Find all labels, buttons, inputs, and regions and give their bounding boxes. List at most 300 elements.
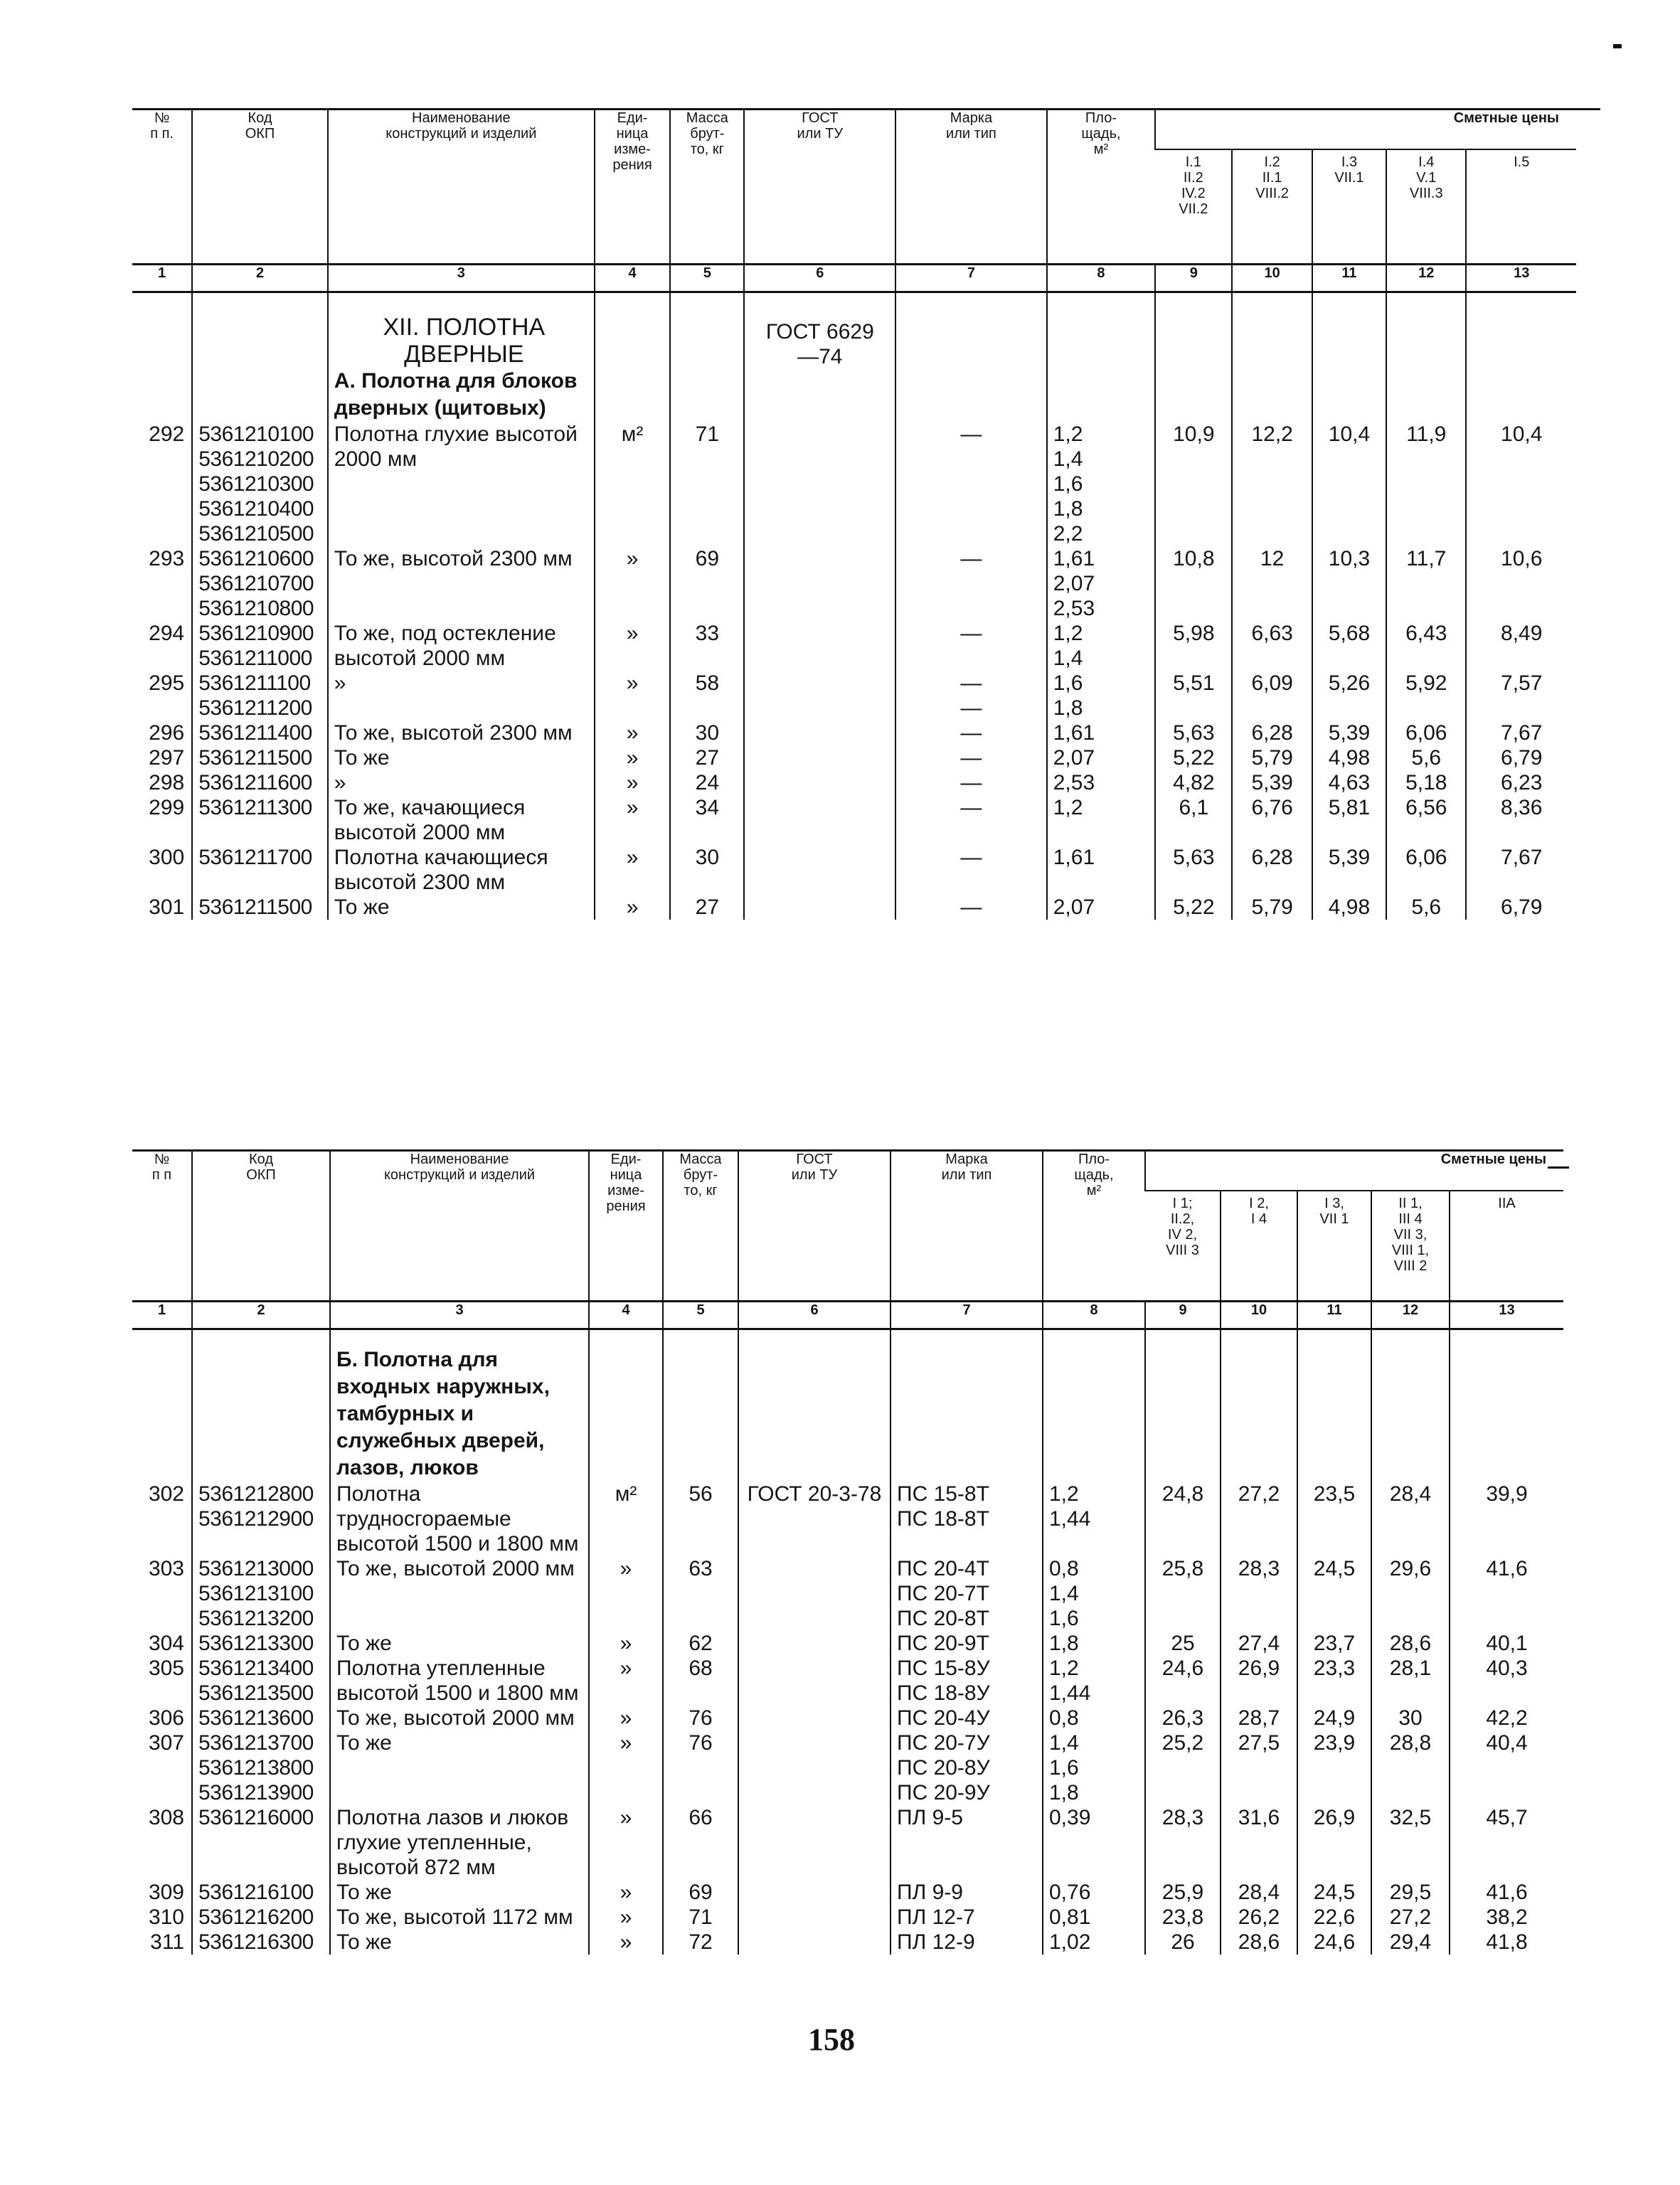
row-number: 297 [149, 745, 185, 770]
price: 32,5 [1371, 1805, 1450, 1880]
price: 4,82 [1155, 770, 1232, 795]
area [1047, 795, 1155, 845]
column-number: 10 [1232, 265, 1312, 292]
okp-code-line: 5361210100 [198, 422, 314, 446]
okp-code [192, 422, 328, 546]
price: 30 [1371, 1706, 1450, 1731]
okp-code-line: 5361213300 [198, 1631, 314, 1655]
column-number: 3 [328, 265, 595, 292]
mass: 56 [663, 1482, 738, 1556]
okp-code [192, 745, 328, 770]
okp-code-line: 5361211500 [198, 895, 312, 919]
okp-code [192, 1482, 330, 1556]
okp-code-line: 5361210500 [198, 521, 314, 546]
price: 8,49 [1466, 621, 1576, 671]
price: 23,7 [1297, 1631, 1371, 1656]
area-line: 1,61 [1053, 845, 1095, 869]
section-title: XII. ПОЛОТНА ДВЕРНЫЕ [383, 313, 546, 368]
price: 28,3 [1145, 1805, 1221, 1880]
mass: 27 [670, 745, 744, 770]
table-row [132, 1731, 1563, 1805]
table-row [132, 1706, 1563, 1731]
row-number: 305 [148, 1656, 184, 1680]
mark-line: ПЛ 9-9 [897, 1880, 963, 1904]
price: 5,92 [1386, 671, 1466, 721]
okp-code [192, 845, 328, 895]
header-price-col: I.1 II.2 IV.2 VII.2 [1179, 154, 1208, 217]
table-row [132, 1482, 1563, 1556]
area [1047, 745, 1155, 770]
row-number: 304 [148, 1631, 184, 1655]
price: 28,8 [1371, 1731, 1450, 1805]
okp-code [192, 770, 328, 795]
column-number: 9 [1155, 265, 1232, 292]
price: 10,3 [1312, 546, 1386, 621]
price: 25,2 [1145, 1731, 1221, 1805]
price: 24,9 [1297, 1706, 1371, 1731]
price: 12 [1232, 546, 1312, 621]
okp-code-line: 5361213600 [198, 1706, 314, 1730]
mass: 71 [670, 422, 744, 546]
mass: 27 [670, 895, 744, 920]
mass: 62 [663, 1631, 738, 1656]
okp-code-line: 5361213800 [198, 1755, 314, 1780]
area-line: 0,39 [1049, 1805, 1091, 1829]
unit: » [595, 845, 670, 895]
mark-line: ПС 20-7Т [897, 1581, 989, 1605]
mass: 69 [663, 1880, 738, 1905]
okp-code-line: 5361213100 [198, 1581, 314, 1605]
price: 5,6 [1386, 895, 1466, 920]
unit: » [595, 895, 670, 920]
price: 28,6 [1371, 1631, 1450, 1656]
header-unit: Еди- ница изме- рения [595, 110, 670, 265]
mark: — [895, 845, 1047, 895]
table-row [132, 895, 1576, 920]
mark-line: ПС 18-8Т [897, 1506, 989, 1531]
column-number: 8 [1043, 1302, 1145, 1329]
row-number: 311 [150, 1930, 184, 1954]
price: 6,63 [1232, 621, 1312, 671]
price: 41,6 [1450, 1556, 1563, 1631]
area [1047, 422, 1155, 546]
price: 10,4 [1312, 422, 1386, 546]
mass: 58 [670, 671, 744, 721]
table-row [132, 671, 1576, 721]
row-number: 307 [148, 1731, 184, 1755]
okp-code-line: 5361213400 [198, 1656, 314, 1680]
price: 28,7 [1221, 1706, 1297, 1731]
column-number: 13 [1450, 1302, 1563, 1329]
item-name: Полотна утепленные высотой 1500 и 1800 мм [330, 1656, 589, 1706]
gost [738, 1880, 890, 1905]
price: 41,6 [1450, 1880, 1563, 1905]
mark-line: ПС 20-9Т [897, 1631, 989, 1655]
item-name: Полотна глухие высотой 2000 мм [328, 422, 595, 546]
mark: — [895, 795, 1047, 845]
area-line: 0,81 [1049, 1905, 1091, 1929]
mass: 69 [670, 546, 744, 621]
unit: » [589, 1656, 663, 1706]
column-number: 6 [738, 1302, 890, 1329]
header-price-col: II 1, III 4 VII 3, VIII 1, VIII 2 [1371, 1191, 1450, 1302]
price: 5,63 [1155, 845, 1232, 895]
mark: — [895, 721, 1047, 745]
price: 25 [1145, 1631, 1221, 1656]
price: 41,8 [1450, 1930, 1563, 1955]
mark-line: ПС 20-8Т [897, 1606, 989, 1630]
gost [744, 621, 895, 671]
row-number: 296 [149, 721, 185, 745]
area-line: 1,4 [1049, 1581, 1079, 1605]
price: 5,6 [1386, 745, 1466, 770]
okp-code-line: 5361213700 [198, 1731, 314, 1755]
mark-line: ПС 20-9У [897, 1780, 990, 1804]
price: 5,39 [1312, 721, 1386, 745]
mass: 76 [663, 1706, 738, 1731]
header-price-col: I 3, VII 1 [1297, 1191, 1371, 1302]
price: 6,76 [1232, 795, 1312, 845]
row-number: 308 [148, 1805, 184, 1829]
area-line: 1,2 [1049, 1656, 1079, 1680]
price: 6,1 [1155, 795, 1232, 845]
column-number: 3 [330, 1302, 589, 1329]
okp-code [192, 1930, 330, 1955]
okp-code [192, 1706, 330, 1731]
price: 24,8 [1145, 1482, 1221, 1556]
gost [738, 1731, 890, 1805]
okp-code-line: 5361213500 [198, 1681, 314, 1705]
gost [738, 1805, 890, 1880]
price: 6,06 [1386, 845, 1466, 895]
unit: м² [589, 1482, 663, 1556]
price: 26,9 [1297, 1805, 1371, 1880]
column-number: 10 [1221, 1302, 1297, 1329]
item-name: » [328, 671, 595, 721]
header-price-col: I.5 [1466, 149, 1576, 265]
area-line: 1,2 [1053, 422, 1083, 446]
price: 29,5 [1371, 1880, 1450, 1905]
okp-code-line: 5361210300 [198, 472, 314, 496]
gost [744, 422, 895, 546]
okp-code-line: 5361216300 [198, 1930, 314, 1954]
column-number: 1 [132, 265, 192, 292]
mark-line: ПС 15-8Т [897, 1482, 989, 1506]
area [1047, 895, 1155, 920]
item-name: То же [330, 1631, 589, 1656]
price: 24,5 [1297, 1556, 1371, 1631]
price: 29,4 [1371, 1930, 1450, 1955]
price: 6,06 [1386, 721, 1466, 745]
area-line: 1,61 [1053, 721, 1095, 745]
area-line: 1,8 [1049, 1780, 1079, 1804]
mark-line: ПС 18-8У [897, 1681, 990, 1705]
item-name: То же [330, 1880, 589, 1905]
area [1043, 1482, 1145, 1556]
header-mass: Масса брут- то, кг [663, 1151, 738, 1302]
mass: 71 [663, 1905, 738, 1930]
unit: » [589, 1706, 663, 1731]
table-row [132, 546, 1576, 621]
unit: м² [595, 422, 670, 546]
price: 27,2 [1371, 1905, 1450, 1930]
header-price-col: I 2, I 4 [1221, 1191, 1297, 1302]
okp-code [192, 621, 328, 671]
mark-line: ПЛ 12-7 [897, 1905, 975, 1929]
okp-code-line: 5361216100 [198, 1880, 314, 1904]
row-number: 309 [148, 1880, 184, 1904]
mark-line: ПЛ 9-5 [897, 1805, 963, 1829]
item-name: Полотна качающиеся высотой 2300 мм [328, 845, 595, 895]
price: 5,63 [1155, 721, 1232, 745]
row-number: 310 [148, 1905, 184, 1929]
price: 28,1 [1371, 1656, 1450, 1706]
column-number: 7 [895, 265, 1047, 292]
table-row [132, 1905, 1563, 1930]
mark-line: ПС 20-7У [897, 1731, 990, 1755]
price: 5,39 [1312, 845, 1386, 895]
area-line: 2,53 [1053, 770, 1095, 794]
area [1043, 1905, 1145, 1930]
area-line: 2,2 [1053, 521, 1083, 546]
mass: 66 [663, 1805, 738, 1880]
area [1047, 546, 1155, 621]
item-name: Полотна лазов и люков глухие утепленные, высотой 872 мм [330, 1805, 589, 1880]
gost [744, 671, 895, 721]
mark [890, 1556, 1043, 1631]
gost [738, 1930, 890, 1955]
price: 11,9 [1386, 422, 1466, 546]
price: 27,5 [1221, 1731, 1297, 1805]
mass: 68 [663, 1656, 738, 1706]
okp-code-line: 5361210600 [198, 546, 314, 570]
header-price-col: I.3 VII.1 [1312, 149, 1386, 265]
unit: » [595, 671, 670, 721]
header-price-col: I.2 II.1 VIII.2 [1232, 149, 1312, 265]
okp-code [192, 671, 328, 721]
gost [744, 795, 895, 845]
area-line: 1,4 [1049, 1731, 1079, 1755]
price: 42,2 [1450, 1706, 1563, 1731]
mass: 30 [670, 845, 744, 895]
header-unit: Еди- ница изме- рения [589, 1151, 663, 1302]
price: 5,98 [1155, 621, 1232, 671]
item-name: То же, высотой 2300 мм [328, 721, 595, 745]
table-row [132, 845, 1576, 895]
okp-code-line: 5361213200 [198, 1606, 314, 1630]
gost: ГОСТ 20-3-78 [738, 1482, 890, 1556]
price: 6,43 [1386, 621, 1466, 671]
area [1047, 671, 1155, 721]
price: 23,5 [1297, 1482, 1371, 1556]
column-number: 11 [1312, 265, 1386, 292]
price: 40,4 [1450, 1731, 1563, 1805]
price: 5,68 [1312, 621, 1386, 671]
mark: — — [895, 671, 1047, 721]
unit: » [589, 1905, 663, 1930]
okp-code [192, 1656, 330, 1706]
mark: — [895, 895, 1047, 920]
okp-code-line: 5361211200 [198, 696, 312, 720]
mark-line: ПС 20-4Т [897, 1556, 989, 1580]
mark: — [895, 422, 1047, 546]
price: 6,28 [1232, 845, 1312, 895]
price: 5,51 [1155, 671, 1232, 721]
column-number: 1 [132, 1302, 192, 1329]
mass: 72 [663, 1930, 738, 1955]
price: 10,6 [1466, 546, 1576, 621]
price: 27,2 [1221, 1482, 1297, 1556]
unit: » [589, 1731, 663, 1805]
area [1043, 1880, 1145, 1905]
mark [890, 1631, 1043, 1656]
price: 26,2 [1221, 1905, 1297, 1930]
okp-code-line: 5361211700 [198, 845, 312, 869]
okp-code [192, 1556, 330, 1631]
price: 12,2 [1232, 422, 1312, 546]
area [1047, 721, 1155, 745]
mark [890, 1930, 1043, 1955]
gost [738, 1656, 890, 1706]
okp-code-line: 5361213000 [198, 1556, 314, 1580]
okp-code-line: 5361213900 [198, 1780, 314, 1804]
price: 6,79 [1466, 895, 1576, 920]
column-number: 2 [192, 265, 328, 292]
okp-code-line: 5361211300 [198, 795, 312, 819]
column-number: 7 [890, 1302, 1043, 1329]
area-line: 1,02 [1049, 1930, 1091, 1954]
area [1047, 621, 1155, 671]
mass: 63 [663, 1556, 738, 1631]
okp-code-line: 5361211100 [198, 671, 311, 695]
area-line: 1,2 [1053, 621, 1083, 645]
area [1043, 1805, 1145, 1880]
price: 6,23 [1466, 770, 1576, 795]
row-number: 293 [149, 546, 185, 570]
gost [744, 895, 895, 920]
okp-code-line: 5361210900 [198, 621, 314, 645]
subsection-title: А. Полотна для блоков дверных (щитовых) [334, 368, 578, 420]
price: 31,6 [1221, 1805, 1297, 1880]
header-mark: Марка или тип [890, 1151, 1043, 1302]
price-table-doors-b [132, 1149, 1563, 1955]
okp-code-line: 5361210800 [198, 596, 314, 620]
okp-code-line: 5361211600 [198, 770, 312, 794]
okp-code-line: 5361210700 [198, 571, 314, 595]
column-number: 12 [1386, 265, 1466, 292]
price: 10,9 [1155, 422, 1232, 546]
column-number-row [132, 1302, 1563, 1329]
item-name: То же, качающиеся высотой 2000 мм [328, 795, 595, 845]
unit: » [589, 1880, 663, 1905]
item-name: То же [328, 745, 595, 770]
gost-note: ГОСТ 6629—74 [765, 319, 874, 368]
area-line: 0,8 [1049, 1706, 1079, 1730]
okp-code [192, 1880, 330, 1905]
price: 40,1 [1450, 1631, 1563, 1656]
price: 24,6 [1297, 1930, 1371, 1955]
price: 28,4 [1371, 1482, 1450, 1556]
column-number: 2 [192, 1302, 330, 1329]
okp-code-line: 5361210400 [198, 496, 314, 521]
price: 23,8 [1145, 1905, 1221, 1930]
okp-code-line: 5361211000 [198, 646, 312, 670]
item-name: То же [330, 1930, 589, 1955]
price: 6,09 [1232, 671, 1312, 721]
column-number: 9 [1145, 1302, 1221, 1329]
mark [890, 1731, 1043, 1805]
area-line: 1,6 [1049, 1755, 1079, 1780]
area-line: 0,8 [1049, 1556, 1079, 1580]
area [1043, 1631, 1145, 1656]
gost [744, 546, 895, 621]
price: 10,8 [1155, 546, 1232, 621]
price: 24,5 [1297, 1880, 1371, 1905]
column-number: 13 [1466, 265, 1576, 292]
unit: » [595, 546, 670, 621]
price: 24,6 [1145, 1656, 1221, 1706]
column-number: 4 [595, 265, 670, 292]
price: 5,79 [1232, 895, 1312, 920]
subsection-title: Б. Полотна для входных наружных, тамбурных и служебных дверей, лазов, люков [336, 1347, 550, 1479]
price: 5,18 [1386, 770, 1466, 795]
unit: » [595, 621, 670, 671]
price: 6,56 [1386, 795, 1466, 845]
row-number: 298 [149, 770, 185, 794]
gost [738, 1706, 890, 1731]
okp-code [192, 1805, 330, 1880]
area-line: 1,8 [1049, 1631, 1079, 1655]
column-number: 5 [670, 265, 744, 292]
mark: — [895, 546, 1047, 621]
table-row [132, 1656, 1563, 1706]
item-name: То же, под остекление высотой 2000 мм [328, 621, 595, 671]
area [1043, 1706, 1145, 1731]
unit: » [589, 1631, 663, 1656]
price: 26 [1145, 1930, 1221, 1955]
row-number: 302 [148, 1482, 184, 1506]
item-name: То же, высотой 2000 мм [330, 1706, 589, 1731]
unit: » [589, 1805, 663, 1880]
price: 7,57 [1466, 671, 1576, 721]
table-row [132, 1930, 1563, 1955]
area-line: 2,07 [1053, 745, 1095, 770]
price: 5,79 [1232, 745, 1312, 770]
mark [890, 1905, 1043, 1930]
table-row [132, 795, 1576, 845]
header-area: Пло- щадь, м² [1043, 1151, 1145, 1302]
header-code: Код ОКП [192, 110, 328, 265]
okp-code-line: 5361212900 [198, 1506, 314, 1531]
header-num: № п п. [132, 110, 192, 265]
price: 4,63 [1312, 770, 1386, 795]
mark-line: ПС 20-4У [897, 1706, 990, 1730]
mark [890, 1880, 1043, 1905]
price: 29,6 [1371, 1556, 1450, 1631]
mark: — [895, 621, 1047, 671]
row-number: 299 [149, 795, 185, 819]
price: 5,81 [1312, 795, 1386, 845]
area [1047, 845, 1155, 895]
header-code: Код ОКП [192, 1151, 330, 1302]
area-line: 1,2 [1053, 795, 1083, 819]
area-line: 1,2 [1049, 1482, 1079, 1506]
price: 5,22 [1155, 895, 1232, 920]
mark-line: ПС 15-8У [897, 1656, 990, 1680]
header-num: № п п [132, 1151, 192, 1302]
area-line: 1,8 [1053, 696, 1083, 720]
unit: » [595, 721, 670, 745]
